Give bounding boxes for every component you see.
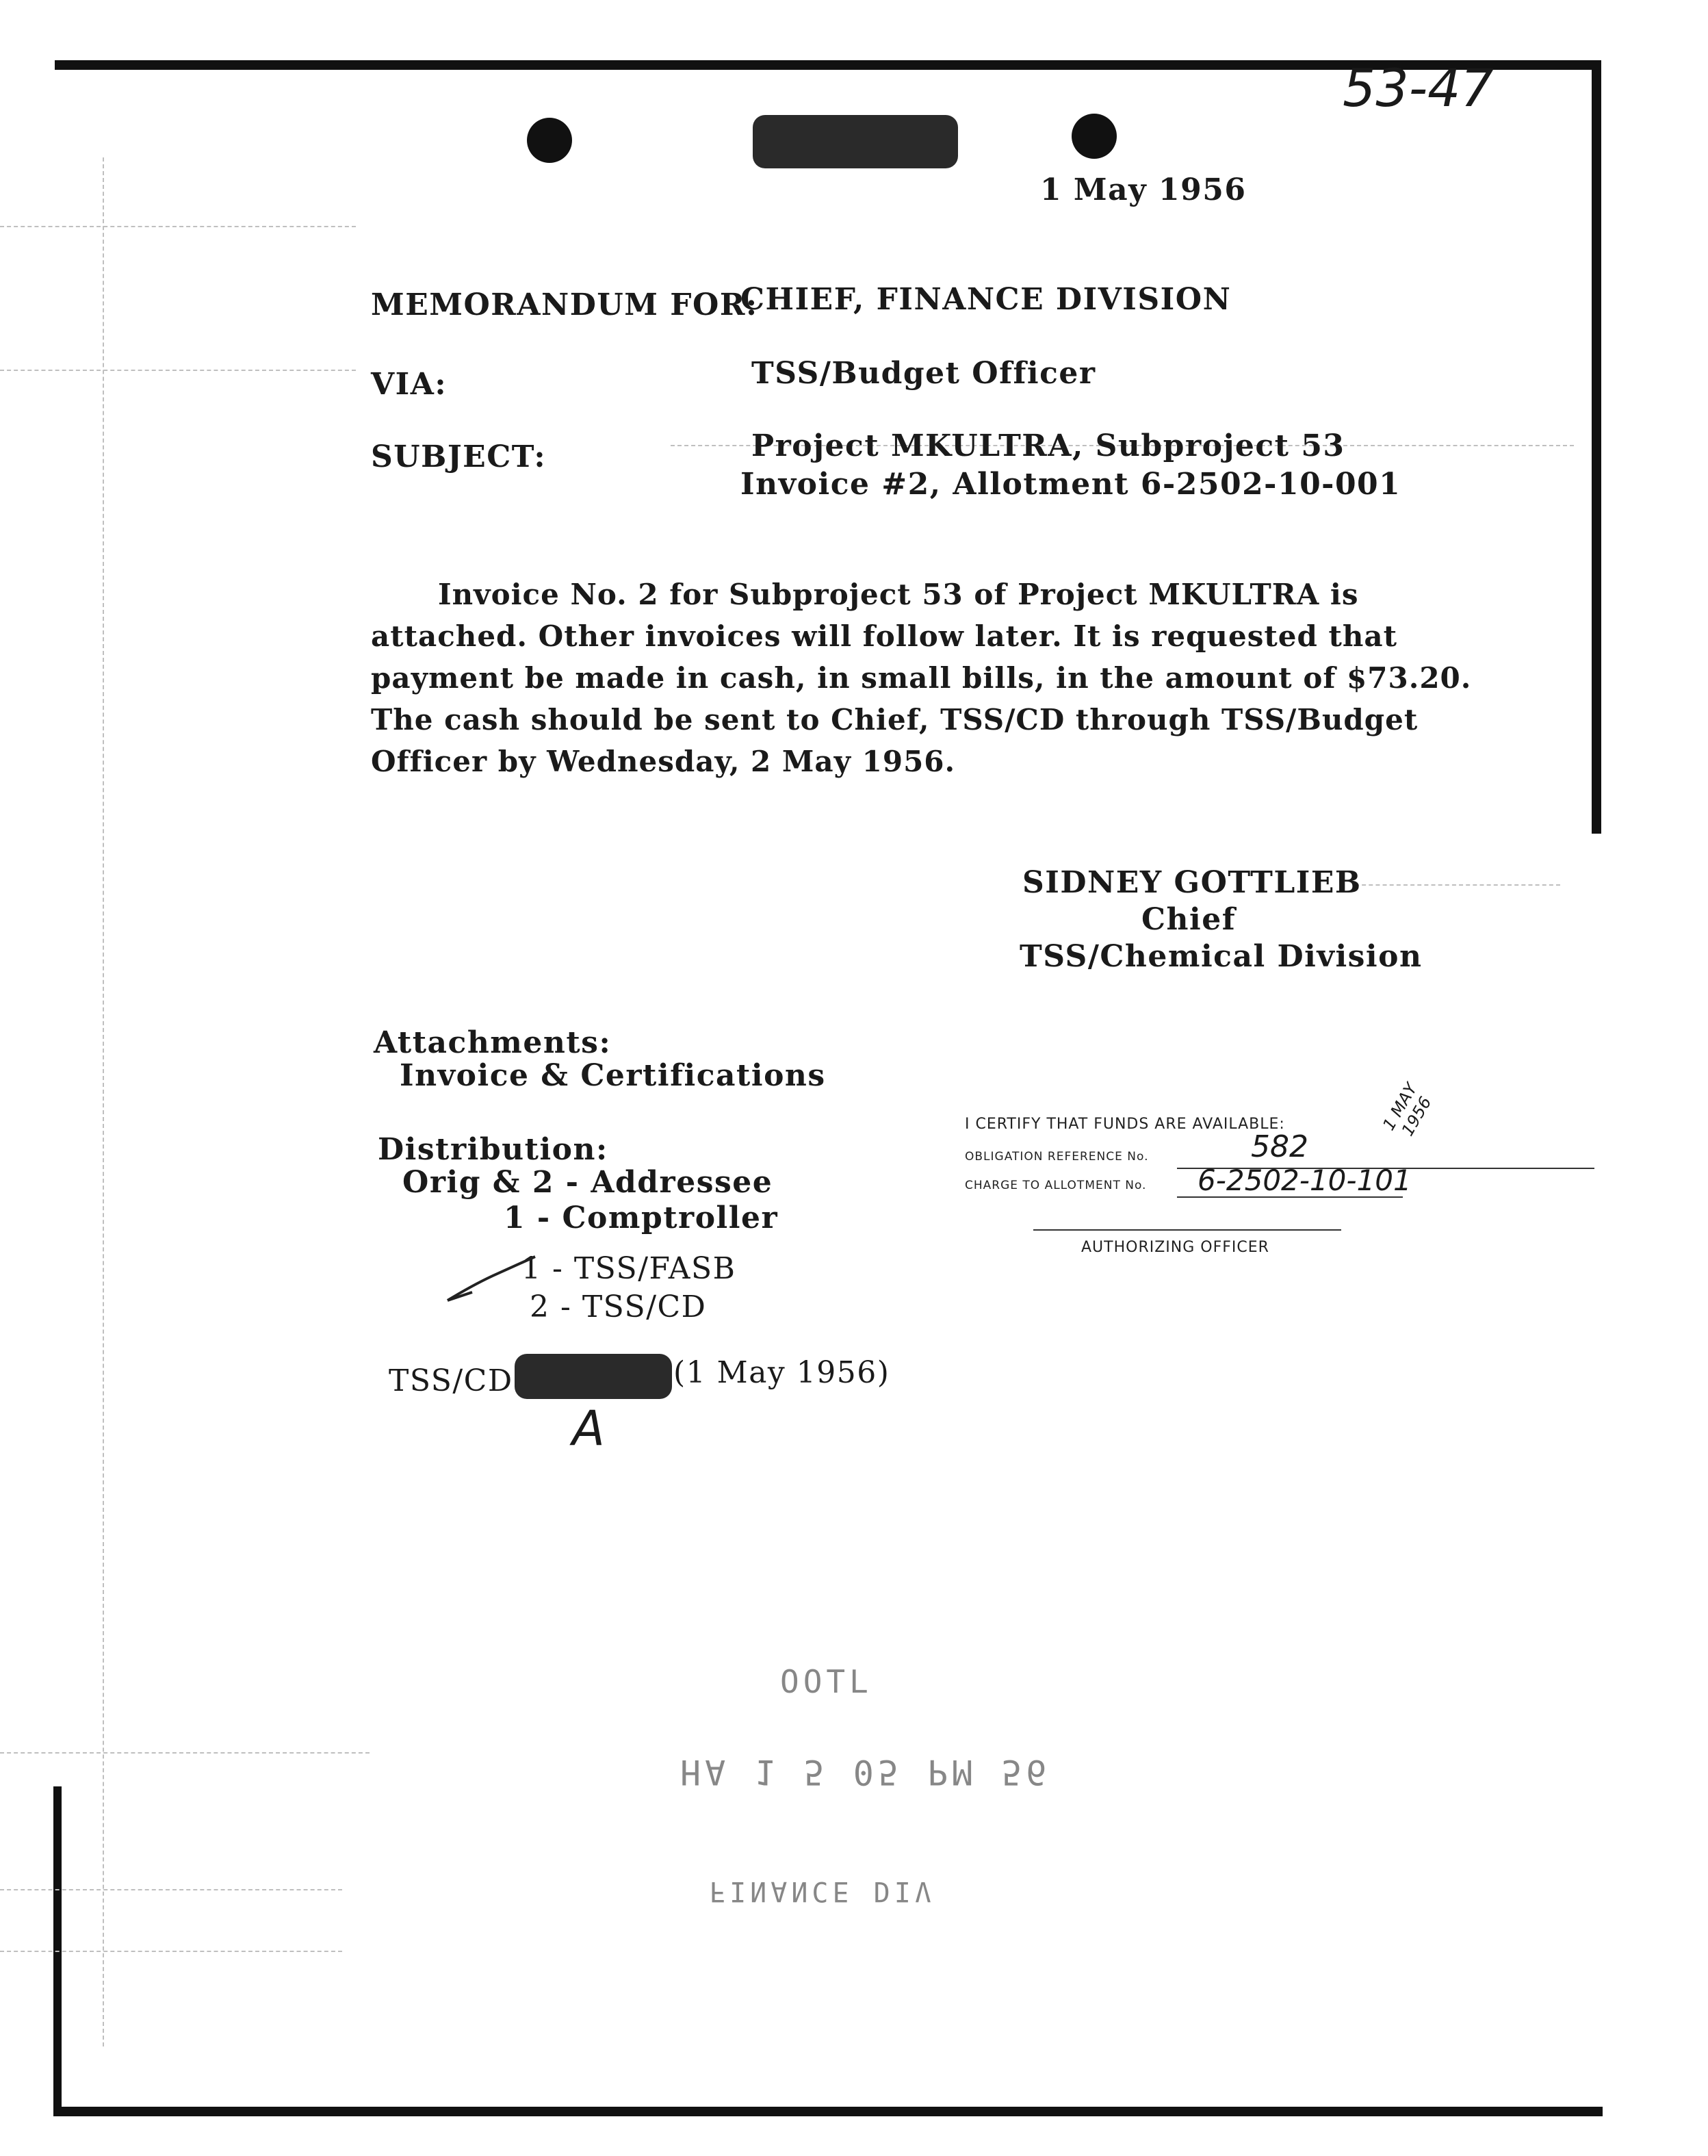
body-line: Invoice No. 2 for Subproject 53 of Project MKULTRA is <box>438 578 1359 611</box>
cert-obligation-value: 582 <box>1251 1129 1308 1164</box>
body-line: payment be made in cash, in small bills, in the amount of $73.20. <box>371 661 1472 695</box>
cert-charge-rule <box>1177 1196 1403 1198</box>
faint-stamp: OOTL <box>780 1663 872 1700</box>
signature-title: Chief <box>1141 902 1237 937</box>
subject-line-1: Project MKULTRA, Subproject 53 <box>751 428 1345 463</box>
via-label: VIA: <box>371 367 448 402</box>
signature-division: TSS/Chemical Division <box>1020 939 1423 974</box>
signature-name: SIDNEY GOTTLIEB <box>1022 865 1362 900</box>
distribution-label: Distribution: <box>378 1132 608 1167</box>
dotted-line <box>1355 884 1560 886</box>
originator-redaction <box>515 1354 672 1399</box>
originator-prefix: TSS/CD <box>389 1363 513 1398</box>
distribution-item: 2 - TSS/CD <box>530 1289 707 1324</box>
dotted-line <box>0 226 356 227</box>
dotted-line <box>0 1752 370 1754</box>
memo-date: 1 May 1956 <box>1040 172 1247 207</box>
scan-border-right <box>1592 60 1601 834</box>
cert-date-stamp: 1 MAY 1956 <box>1379 1079 1436 1140</box>
cert-authorizing-officer: AUTHORIZING OFFICER <box>1081 1239 1269 1256</box>
document-number: 53-47 <box>1343 57 1494 118</box>
subject-line-2: Invoice #2, Allotment 6-2502-10-001 <box>740 467 1401 502</box>
cert-charge-value: 6-2502-10-101 <box>1198 1164 1412 1197</box>
punch-hole-left <box>527 118 572 163</box>
faint-stamp: HA 1 5 05 PM 56 <box>680 1752 1051 1792</box>
cert-charge-label: CHARGE TO ALLOTMENT No. <box>965 1179 1147 1192</box>
scan-border-bottom <box>53 2107 1603 2116</box>
originator-mark: A <box>572 1400 605 1456</box>
via-value: TSS/Budget Officer <box>751 356 1096 391</box>
dotted-line <box>0 1889 342 1890</box>
cert-signature-rule <box>1033 1229 1341 1231</box>
header-redaction <box>753 115 958 168</box>
cert-obligation-label: OBLIGATION REFERENCE No. <box>965 1150 1149 1164</box>
check-mark-icon <box>445 1253 541 1307</box>
body-line: Officer by Wednesday, 2 May 1956. <box>371 745 956 778</box>
distribution-item: Orig & 2 - Addressee <box>402 1165 773 1200</box>
body-line: The cash should be sent to Chief, TSS/CD through TSS/Budget <box>371 703 1419 736</box>
memo-for-label: MEMORANDUM FOR: <box>371 287 758 322</box>
distribution-item: 1 - Comptroller <box>504 1201 779 1235</box>
dotted-line <box>0 370 356 371</box>
margin-dotted-line <box>103 157 104 2046</box>
subject-label: SUBJECT: <box>371 439 547 474</box>
dotted-line <box>0 1951 342 1952</box>
punch-hole-right <box>1072 114 1117 159</box>
memo-for-value: CHIEF, FINANCE DIVISION <box>740 282 1232 317</box>
distribution-item: 1 - TSS/FASB <box>521 1251 736 1286</box>
attachments-label: Attachments: <box>374 1025 612 1060</box>
body-line: attached. Other invoices will follow later. It is requested that <box>371 619 1397 653</box>
cert-funds-available: I CERTIFY THAT FUNDS ARE AVAILABLE: <box>965 1116 1285 1133</box>
faint-stamp: FINANCE DIV <box>709 1875 935 1907</box>
attachments-value: Invoice & Certifications <box>400 1058 826 1093</box>
originator-date: (1 May 1956) <box>673 1355 890 1390</box>
